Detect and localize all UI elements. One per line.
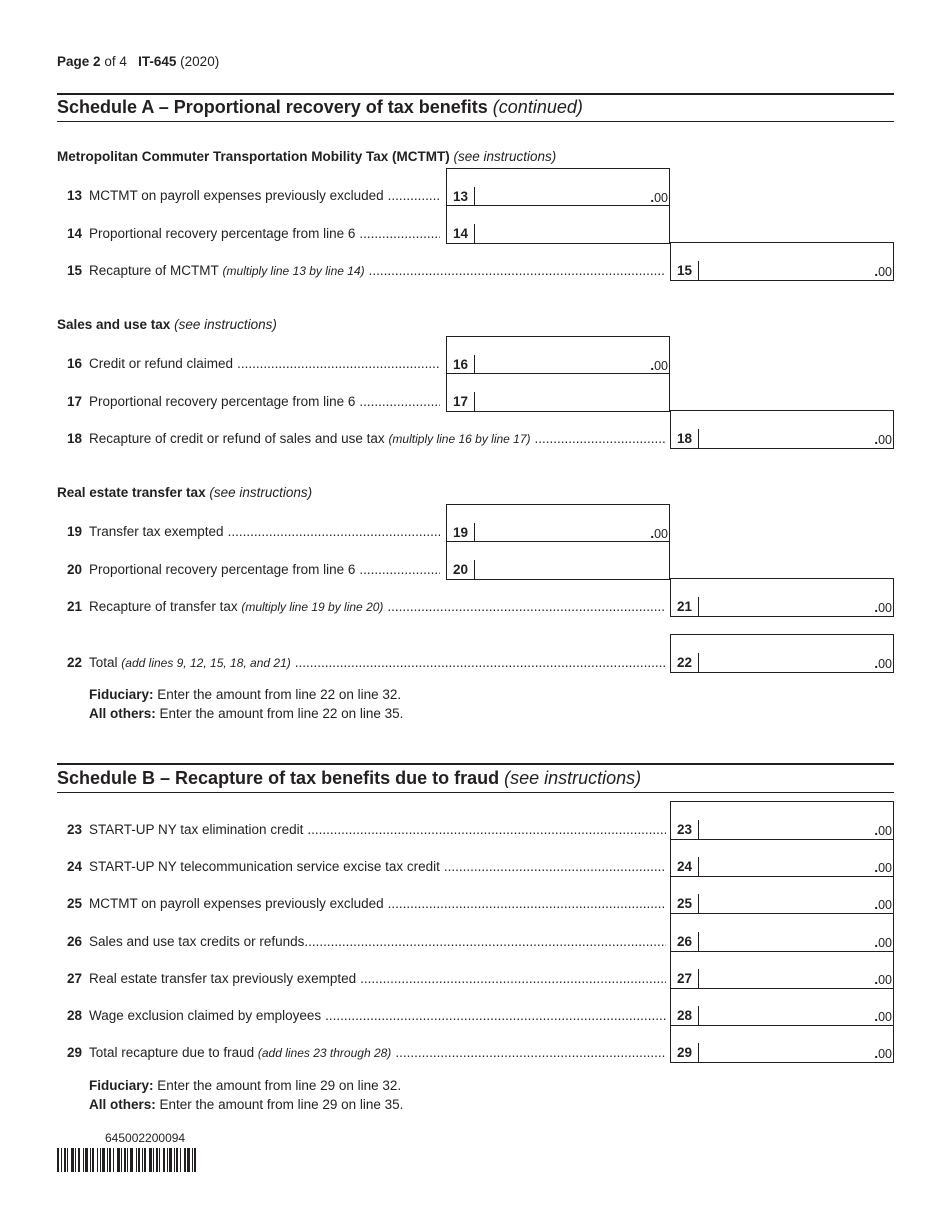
line-16-box-num: 16 [453,357,469,372]
rule [57,121,894,122]
line-14-field[interactable] [446,205,670,244]
line-29: 29 Total recapture due to fraud (add lines 23 through 28) ..... [60,1045,666,1063]
line-15-box-num: 15 [677,263,693,278]
line-25: 25 MCTMT on payroll expenses previously excluded ..... [60,896,666,914]
barcode-number: 645002200094 [105,1131,186,1145]
line-20-box-num: 20 [453,562,469,577]
line-26: 26 Sales and use tax credits or refunds ..... [60,934,666,952]
line-22-box-num: 22 [677,655,693,670]
line-15: 15 Recapture of MCTMT (multiply line 13 by line 14) ..... [60,263,666,281]
line-14: 14 Proportional recovery percentage from line 6 ..... [60,226,440,244]
line-29-cents: .00 [874,1045,892,1061]
line-27-box-num: 27 [677,971,693,986]
line-20: 20 Proportional recovery percentage from line 6 ..... [60,562,440,580]
line-13: 13 MCTMT on payroll expenses previously excluded ..... [60,188,440,206]
schedule-a-title: Schedule A – Proportional recovery of tax benefits (continued) [57,97,583,117]
line-29-box-num: 29 [677,1045,693,1060]
line-27-cents: .00 [874,971,892,987]
line-23: 23 START-UP NY tax elimination credit ..... [60,822,666,840]
rule [57,93,894,95]
page-header [57,54,219,69]
line-14-box-num: 14 [453,226,469,241]
line-15-cents: .00 [874,263,892,279]
line-28-box-num: 28 [677,1008,693,1023]
schedule-a-note: Fiduciary: Enter the amount from line 22 on line 32. All others: Enter the amount from line 22 on line 35. [89,687,404,721]
line-16-cents: .00 [650,357,668,373]
line-13-box-num: 13 [453,189,469,204]
line-13-cents: .00 [650,189,668,205]
page-count: of 4 [104,54,127,69]
line-17-field[interactable] [446,373,670,412]
schedule-b-note: Fiduciary: Enter the amount from line 29 on line 32. All others: Enter the amount from line 29 on line 35. [89,1078,404,1112]
line-23-cents: .00 [874,822,892,838]
line-25-box-num: 25 [677,896,693,911]
line-22: 22 Total (add lines 9, 12, 15, 18, and 21) ..... [60,655,666,673]
form-number: IT-645 [138,54,177,69]
line-20-field[interactable] [446,541,670,580]
line-24-box-num: 24 [677,859,693,874]
line-21: 21 Recapture of transfer tax (multiply line 19 by line 20) ..... [60,599,666,617]
section-title-transfer: Real estate transfer tax (see instructions) [57,485,313,500]
rule [57,763,894,765]
line-23-box-num: 23 [677,822,693,837]
line-28: 28 Wage exclusion claimed by employees ..... [60,1008,666,1026]
line-19: 19 Transfer tax exempted ..... [60,524,440,542]
line-18-box-num: 18 [677,431,693,446]
section-title-mctmt: Metropolitan Commuter Transportation Mobility Tax (MCTMT) (see instructions) [57,149,557,164]
line-19-box-num: 19 [453,525,469,540]
line-26-box-num: 26 [677,934,693,949]
line-26-cents: .00 [874,934,892,950]
line-22-cents: .00 [874,655,892,671]
line-16: 16 Credit or refund claimed ..... [60,356,440,374]
line-25-cents: .00 [874,896,892,912]
line-18: 18 Recapture of credit or refund of sales and use tax (multiply line 16 by line 17) ..... [60,431,666,449]
line-21-box-num: 21 [677,599,693,614]
line-24-cents: .00 [874,859,892,875]
page-label: Page [57,54,90,69]
page-number: 2 [93,54,101,69]
line-19-cents: .00 [650,525,668,541]
line-17: 17 Proportional recovery percentage from line 6 ..... [60,394,440,412]
line-17-box-num: 17 [453,394,469,409]
form-year: (2020) [180,54,220,69]
schedule-b-title: Schedule B – Recapture of tax benefits due to fraud (see instructions) [57,768,642,788]
rule [57,792,894,793]
line-27: 27 Real estate transfer tax previously exempted ..... [60,971,666,989]
line-21-cents: .00 [874,599,892,615]
line-18-cents: .00 [874,431,892,447]
barcode [57,1148,196,1172]
line-28-cents: .00 [874,1008,892,1024]
section-title-sales: Sales and use tax (see instructions) [57,317,277,332]
line-24: 24 START-UP NY telecommunication service excise tax credit ..... [60,859,666,877]
